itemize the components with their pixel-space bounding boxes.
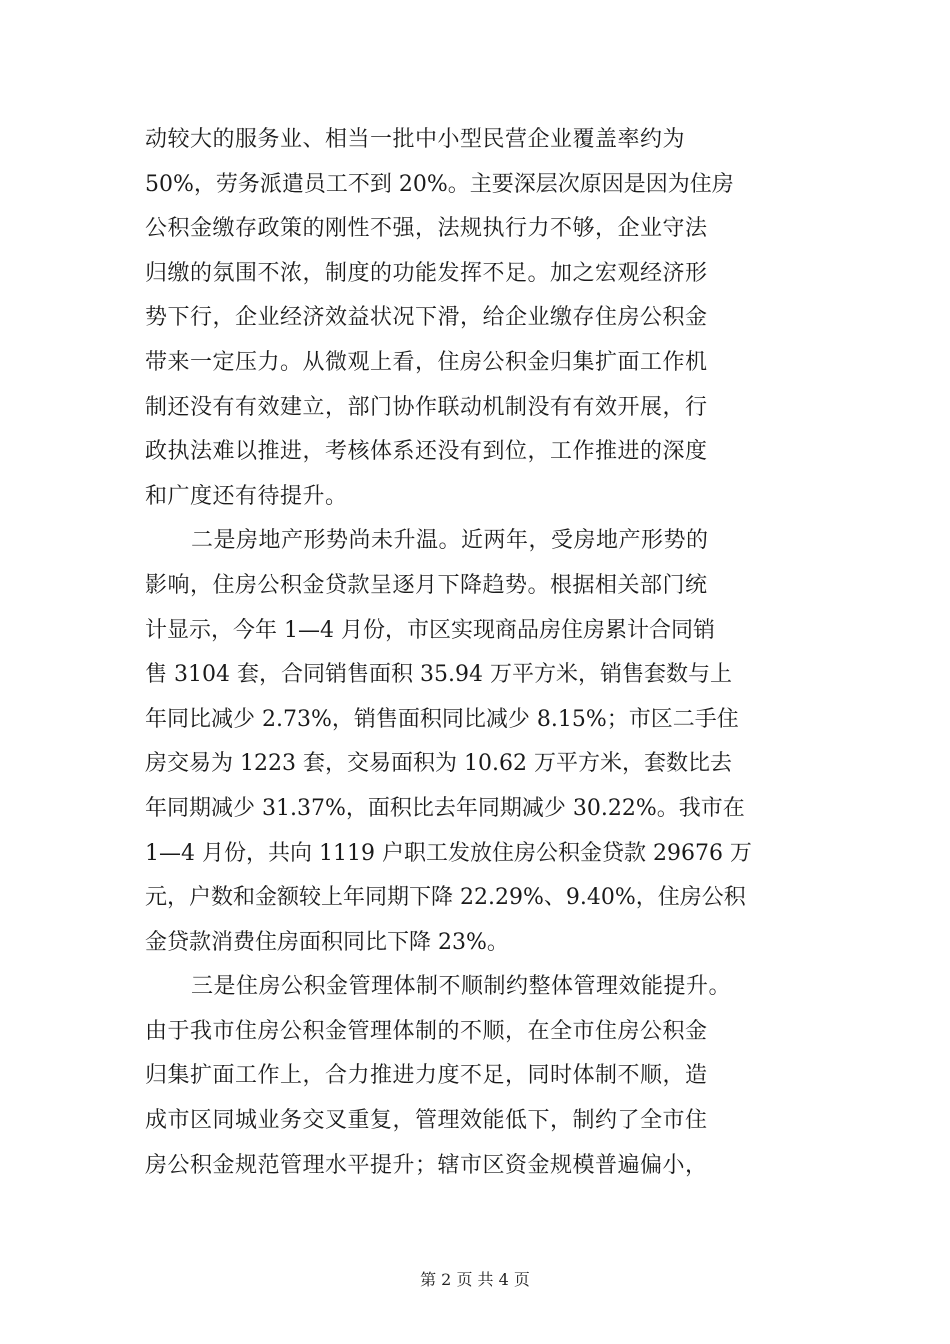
text-line: 公积金缴存政策的刚性不强，法规执行力不够，企业守法 bbox=[145, 216, 708, 242]
text-line: 制还没有有效建立，部门协作联动机制没有有效开展，行 bbox=[145, 394, 708, 420]
text-line: 政执法难以推进，考核体系还没有到位，工作推进的深度 bbox=[145, 439, 708, 465]
text-line: 动较大的服务业、相当一批中小型民营企业覆盖率约为 bbox=[145, 127, 686, 152]
text-line: 成市区同城业务交叉重复，管理效能低下，制约了全市住 bbox=[145, 1108, 708, 1134]
text-line: 归缴的氛围不浓，制度的功能发挥不足。加之宏观经济形 bbox=[145, 260, 708, 286]
body-text bbox=[145, 118, 825, 1188]
text-line: 售 3104 套，合同销售面积 35.94 万平方米，销售套数与上 bbox=[145, 662, 732, 688]
text-line: 带来一定压力。从微观上看，住房公积金归集扩面工作机 bbox=[145, 349, 708, 375]
paragraph-first-line: 二是房地产形势尚未升温。近两年，受房地产形势的 bbox=[191, 528, 709, 554]
text-line: 元，户数和金额较上年同期下降 22.29%、9.40%，住房公积 bbox=[145, 885, 746, 911]
text-line: 由于我市住房公积金管理体制的不顺，在全市住房公积金 bbox=[145, 1018, 708, 1044]
page-number-footer: 第 2 页 共 4 页 bbox=[420, 1270, 530, 1289]
text-line: 影响，住房公积金贷款呈逐月下降趋势。根据相关部门统 bbox=[145, 572, 708, 598]
text-line: 年同期减少 31.37%，面积比去年同期减少 30.22%。我市在 bbox=[145, 795, 745, 821]
text-line: 归集扩面工作上，合力推进力度不足，同时体制不顺，造 bbox=[145, 1063, 708, 1089]
paragraph-first-line: 三是住房公积金管理体制不顺制约整体管理效能提升。 bbox=[191, 974, 732, 1000]
text-line: 计显示，今年 1—4 月份，市区实现商品房住房累计合同销 bbox=[145, 617, 715, 643]
text-line: 金贷款消费住房面积同比下降 23%。 bbox=[145, 929, 509, 955]
text-line: 和广度还有待提升。 bbox=[145, 483, 348, 509]
text-line: 房公积金规范管理水平提升；辖市区资金规模普遍偏小， bbox=[145, 1152, 708, 1178]
text-line: 50%，劳务派遣员工不到 20%。主要深层次原因是因为住房 bbox=[145, 171, 734, 197]
text-line: 1—4 月份，共向 1119 户职工发放住房公积金贷款 29676 万 bbox=[145, 840, 752, 866]
text-line: 势下行，企业经济效益状况下滑，给企业缴存住房公积金 bbox=[145, 305, 708, 331]
text-line: 年同比减少 2.73%，销售面积同比减少 8.15%；市区二手住 bbox=[145, 706, 739, 732]
text-line: 房交易为 1223 套，交易面积为 10.62 万平方米，套数比去 bbox=[145, 751, 732, 777]
